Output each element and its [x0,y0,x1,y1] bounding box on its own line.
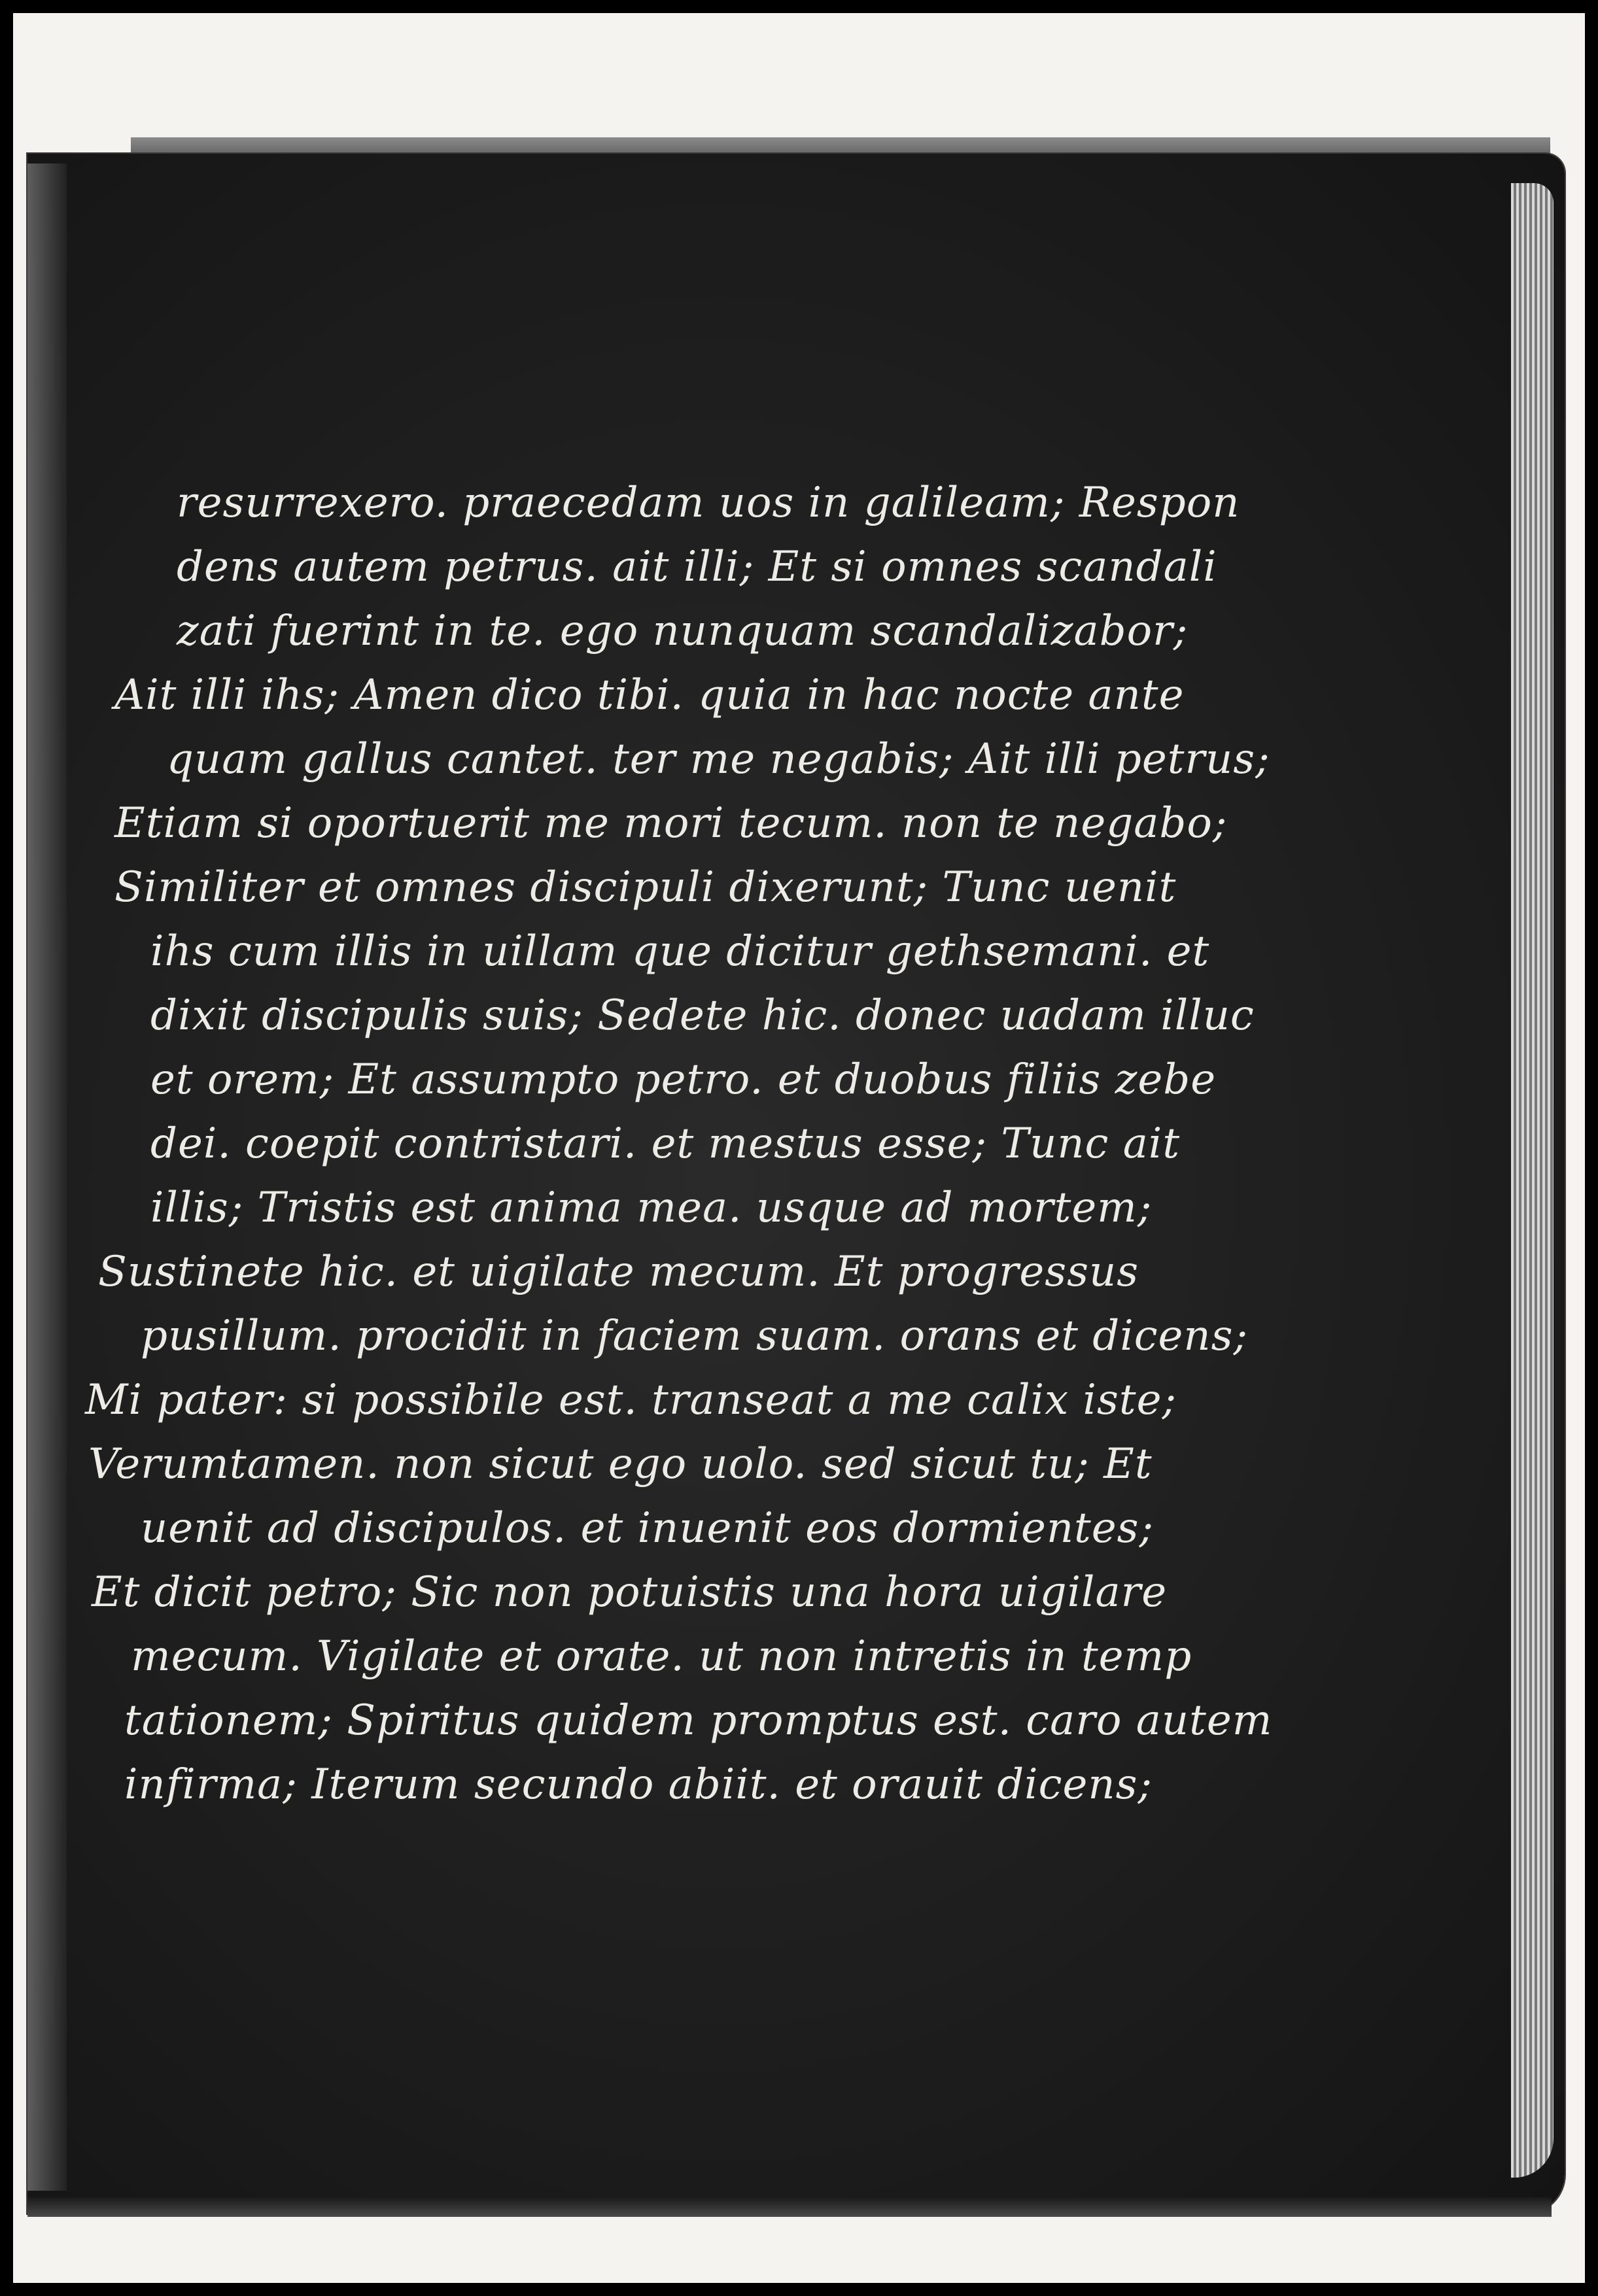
text-line: Sustinete hic. et uigilate mecum. Et progressus [98,1248,1139,1296]
text-line: pusillum. procidit in faciem suam. orans et dicens; [141,1312,1249,1360]
manuscript-text [78,471,1273,1817]
text-line: Etiam si oportuerit me mori tecum. non te negabo; [114,799,1228,848]
text-line: zati fuerint in te. ego nunquam scandalizabor; [177,607,1189,655]
text-line: resurrexero. praecedam uos in galileam; Respon [177,479,1240,527]
text-line: ihs cum illis in uillam que dicitur gethsemani. et [150,927,1210,976]
text-line: quam gallus cantet. ter me negabis; Ait illi petrus; [167,735,1270,783]
text-line: Ait illi ihs; Amen dico tibi. quia in hac nocte ante [114,671,1185,719]
page-fore-edge [1511,183,1554,2178]
text-line: tationem; Spiritus quidem promptus est. caro autem [124,1696,1273,1745]
text-line: dens autem petrus. ait illi; Et si omnes scandali [177,543,1217,591]
text-line: uenit ad discipulos. et inuenit eos dormientes; [141,1504,1155,1552]
text-line: dei. coepit contristari. et mestus esse; Tunc ait [150,1120,1181,1168]
text-line: Et dicit petro; Sic non potuistis una hora uigilare [92,1568,1168,1617]
text-line: Similiter et omnes discipuli dixerunt; Tunc uenit [114,863,1177,912]
text-line: infirma; Iterum secundo abiit. et orauit dicens; [124,1760,1153,1809]
photograph-sheet [13,13,1585,2283]
text-line: dixit discipulis suis; Sedete hic. donec uadam illuc [150,991,1255,1040]
page-bottom-edge [27,2197,1552,2217]
page-gutter [27,163,67,2191]
text-line: Mi pater: si possibile est. transeat a me calix iste; [85,1376,1177,1424]
text-line: et orem; Et assumpto petro. et duobus filiis zebe [150,1055,1217,1104]
text-line: illis; Tristis est anima mea. usque ad mortem; [150,1184,1153,1232]
text-line: mecum. Vigilate et orate. ut non intretis in temp [131,1632,1192,1681]
text-line: Verumtamen. non sicut ego uolo. sed sicut tu; Et [88,1440,1153,1488]
